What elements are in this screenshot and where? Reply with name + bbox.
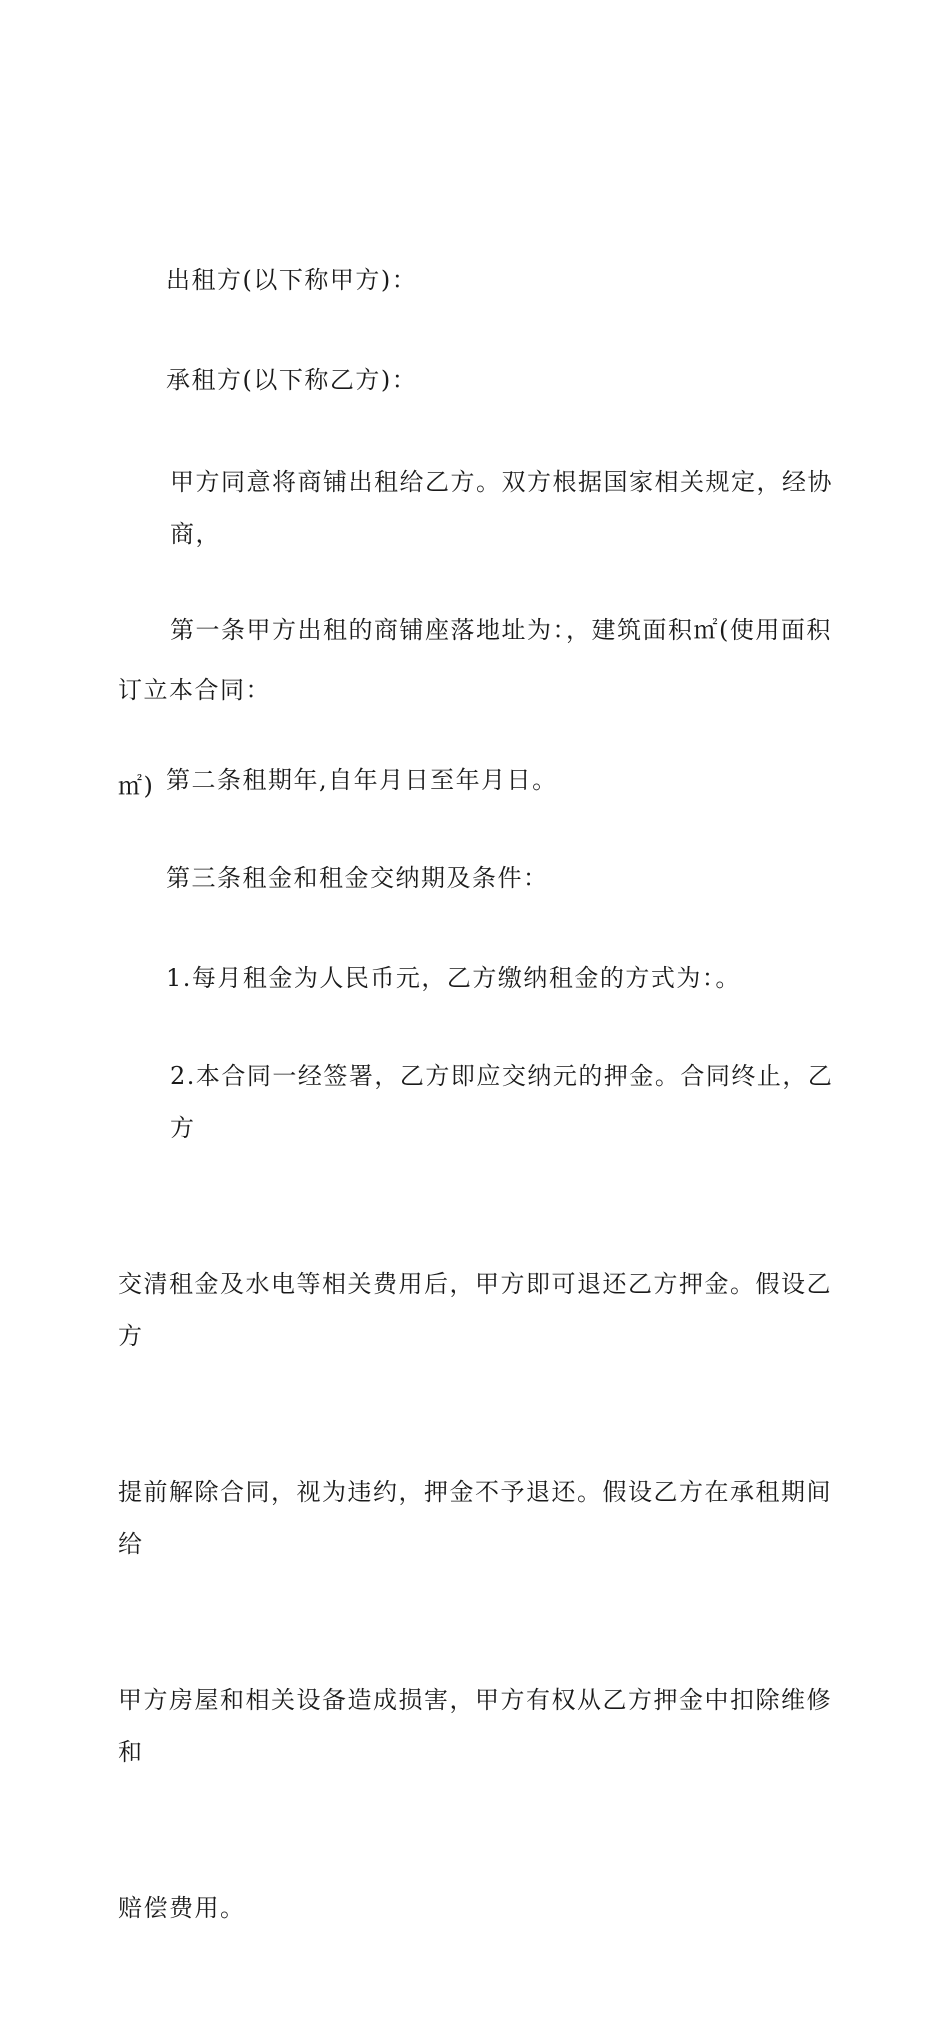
intro-line-2: 订立本合同： xyxy=(118,676,271,704)
article-3-text: 第三条租金和租金交纳期及条件： xyxy=(166,864,549,892)
intro-line-1: 甲方同意将商铺出租给乙方。双方根据国家相关规定，经协商， xyxy=(170,468,833,548)
item-2-line-4: 甲方房屋和相关设备造成损害，甲方有权从乙方押金中扣除维修和 xyxy=(118,1686,832,1766)
article-1-line-2: ㎡) xyxy=(118,772,155,800)
item-2-line-1: 2.本合同一经签署，乙方即应交纳元的押金。合同终止，乙方 xyxy=(170,1062,834,1142)
lessee-text: 承租方(以下称乙方)： xyxy=(166,366,418,394)
item-2-paragraph xyxy=(118,946,838,2038)
article-1-line-1: 第一条甲方出租的商铺座落地址为：，建筑面积㎡(使用面积 xyxy=(170,616,832,644)
item-2-line-3: 提前解除合同，视为违约，押金不予退还。假设乙方在承租期间给 xyxy=(118,1478,832,1558)
item-2-line-5: 赔偿费用。 xyxy=(118,1894,246,1922)
item-1-text: 1.每月租金为人民币元，乙方缴纳租金的方式为：。 xyxy=(166,964,741,992)
lessor-text: 出租方(以下称甲方)： xyxy=(166,266,418,294)
article-2-text: 第二条租期年,自年月日至年月日。 xyxy=(166,766,558,794)
item-2-line-2: 交清租金及水电等相关费用后，甲方即可退还乙方押金。假设乙方 xyxy=(118,1270,832,1350)
